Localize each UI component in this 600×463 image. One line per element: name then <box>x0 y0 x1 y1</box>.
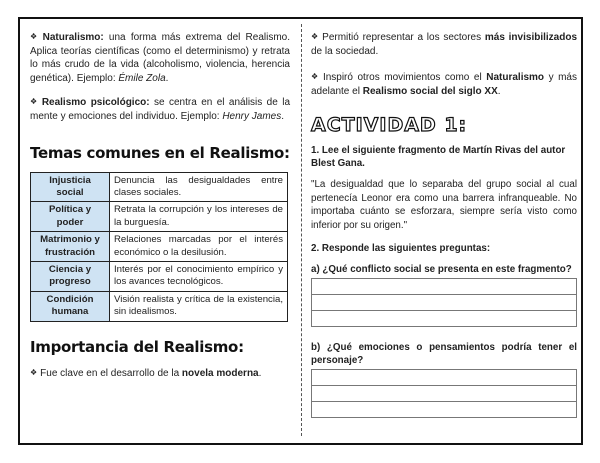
psicologico-example: Henry James <box>222 110 282 122</box>
answer-line[interactable] <box>312 402 576 417</box>
bullet2-mid: y más adelante el <box>311 72 577 97</box>
theme-key: Política y poder <box>31 202 110 232</box>
answer-line[interactable] <box>312 386 576 402</box>
bullet2-bold2: Realismo social del siglo XX <box>362 85 498 97</box>
bullet1-end: de la sociedad. <box>311 45 379 57</box>
right-column <box>311 30 577 418</box>
diamond-bullet-icon: ❖ <box>30 97 39 107</box>
bullet-movimientos <box>311 70 577 98</box>
bullet-invisibilizados <box>311 30 577 58</box>
theme-value: Relaciones marcadas por el interés económico o la desilusión. <box>110 232 288 262</box>
column-divider <box>301 24 302 436</box>
table-row <box>31 172 288 202</box>
bullet1-bold: más invisibilizados <box>484 32 578 43</box>
bullet1-text: Permitió representar a los sectores <box>322 32 485 43</box>
answer-line[interactable] <box>312 295 576 311</box>
importancia-title: Importancia del Realismo: <box>30 337 244 356</box>
answer-lines-b[interactable] <box>311 369 577 418</box>
psicologico-text: se centra en el análisis de la mente y emociones del individuo. Ejemplo: <box>30 97 291 122</box>
psicologico-end: . <box>281 110 285 122</box>
question-a: a) ¿Qué conflicto social se presenta en este fragmento? <box>311 264 572 275</box>
importancia-bold: novela moderna <box>181 367 259 379</box>
temas-title: Temas comunes en el Realismo: <box>30 143 290 162</box>
theme-value: Visión realista y crítica de la existencia, sin idealismos. <box>110 291 288 321</box>
theme-key: Matrimonio y frustración <box>31 232 110 262</box>
psicologico-paragraph <box>30 95 290 123</box>
naturalismo-end: . <box>165 72 169 84</box>
table-row <box>31 232 288 262</box>
psicologico-term: Realismo psicológico: <box>41 97 150 109</box>
theme-value: Retrata la corrupción y los intereses de la burguesía. <box>110 202 288 232</box>
naturalismo-paragraph <box>30 30 290 85</box>
left-column <box>30 30 290 390</box>
theme-key: Ciencia y progreso <box>31 262 110 292</box>
bullet2-bold1: Naturalismo <box>486 72 545 84</box>
naturalismo-term: Naturalismo: <box>42 32 104 43</box>
question-1: 1. Lee el siguiente fragmento de Martín Rivas del autor Blest Gana. <box>311 145 566 170</box>
theme-key: Condición humana <box>31 291 110 321</box>
table-row <box>31 262 288 292</box>
theme-value: Denuncia las desigualdades entre clases sociales. <box>110 172 288 202</box>
bullet2-text: Inspiró otros movimientos como el <box>322 72 487 84</box>
table-row <box>31 202 288 232</box>
importancia-end: . <box>258 367 262 379</box>
answer-line[interactable] <box>312 311 576 326</box>
diamond-bullet-icon: ❖ <box>30 367 38 377</box>
question-b: b) ¿Qué emociones o pensamientos podría tener el personaje? <box>311 342 577 366</box>
activity-title: ACTIVIDAD 1: <box>311 114 468 137</box>
themes-table <box>30 172 288 322</box>
theme-value: Interés por el conocimiento empírico y los avances tecnológicos. <box>110 262 288 292</box>
answer-line[interactable] <box>312 370 576 386</box>
bullet2-end: . <box>497 85 501 97</box>
diamond-bullet-icon: ❖ <box>311 32 320 41</box>
theme-key: Injusticia social <box>31 172 110 202</box>
importancia-paragraph <box>30 366 290 381</box>
naturalismo-text: una forma más extrema del Realismo. Aplica teorías científicas (como el determinismo) y retrata lo más crudo de la vida (alcoholismo, violencia, herencia genética). Ejemplo: <box>30 32 291 84</box>
answer-lines-a[interactable] <box>311 278 577 327</box>
importancia-text: Fue clave en el desarrollo de la <box>40 367 182 379</box>
diamond-bullet-icon: ❖ <box>311 72 320 82</box>
table-row <box>31 291 288 321</box>
question-2: 2. Responde las siguientes preguntas: <box>311 243 491 254</box>
diamond-bullet-icon: ❖ <box>30 32 40 41</box>
fragment-quote: "La desigualdad que lo separaba del grupo social al cual pertenecía Leonor era como una barrera infranqueable. No importaba cuánto se esforzara, siempre sería visto como inferior por su origen." <box>311 179 577 231</box>
answer-line[interactable] <box>312 279 576 295</box>
naturalismo-example: Émile Zola <box>118 72 166 84</box>
